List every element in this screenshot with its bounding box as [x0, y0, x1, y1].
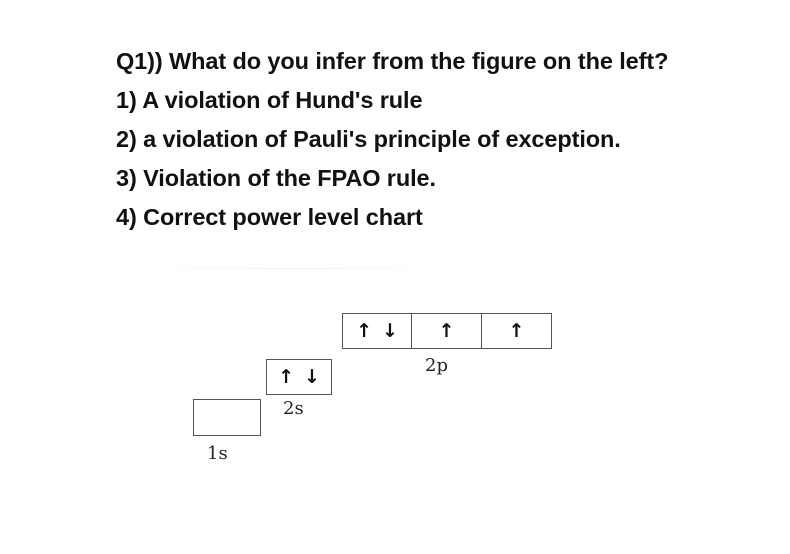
orbital-2p-label: 2p	[425, 355, 448, 376]
electron-up-arrow: ↑	[278, 366, 294, 388]
orbital-1s-box	[193, 399, 261, 436]
electron-down-arrow: ↓	[382, 320, 398, 342]
option-4: 4) Correct power level chart	[116, 204, 423, 230]
electron-up-arrow: ↑	[508, 320, 525, 342]
electron-down-arrow: ↓	[304, 366, 320, 388]
question-title: Q1)) What do you infer from the figure on the left?	[116, 48, 669, 74]
orbital-2p-box-1-electrons	[342, 313, 412, 349]
orbital-2p-box-2-electrons	[411, 313, 482, 349]
electron-up-arrow: ↑	[356, 320, 372, 342]
option-2: 2) a violation of Pauli's principle of exception.	[116, 126, 621, 152]
option-1: 1) A violation of Hund's rule	[116, 87, 423, 113]
orbital-1s-label: 1s	[207, 443, 228, 464]
electron-up-arrow: ↑	[438, 320, 455, 342]
orbital-2p-box-3-electrons	[481, 313, 552, 349]
orbital-2s-label: 2s	[283, 398, 304, 419]
option-3: 3) Violation of the FPAO rule.	[116, 165, 436, 191]
orbital-2s-electrons	[266, 359, 332, 395]
